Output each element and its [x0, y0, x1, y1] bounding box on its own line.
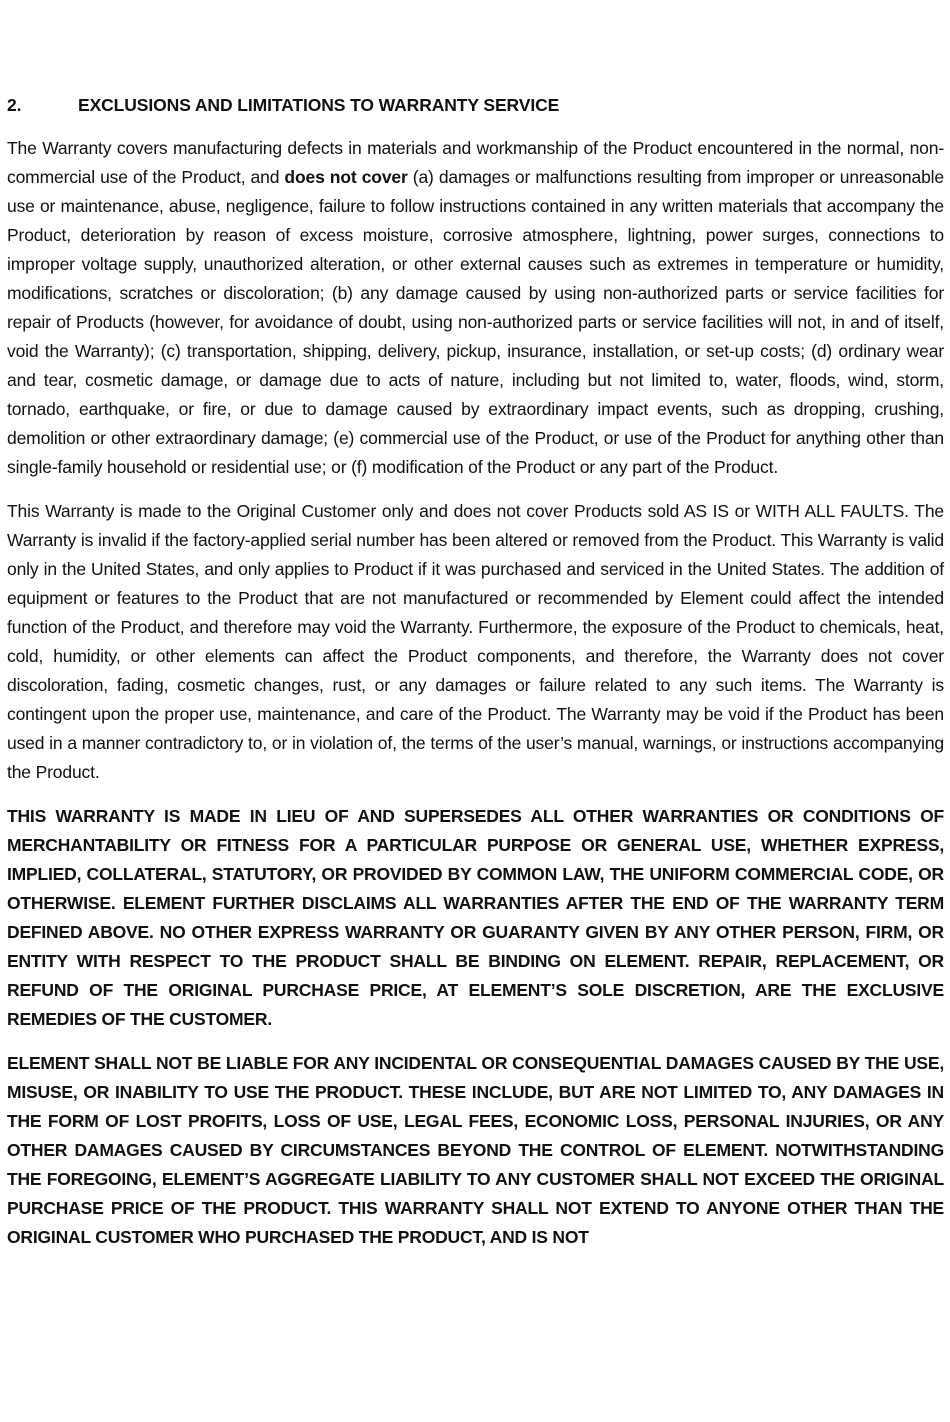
paragraph-liability-limitation: ELEMENT SHALL NOT BE LIABLE FOR ANY INCIDENTAL OR CONSEQUENTIAL DAMAGES CAUSED BY THE USE, MISUSE, OR INABILITY TO USE THE PRODUCT. THESE INCLUDE, BUT ARE NOT LIMITED TO, ANY DAMAGES IN THE FORM OF LOST PROFITS, LOSS OF USE, LEGAL FEES, ECONOMIC LOSS, PERSONAL INJURIES, OR ANY OTHER DAMAGES CAUSED BY CIRCUMSTANCES BEYOND THE CONTROL OF ELEMENT. NOTWITHSTANDING THE FOREGOING, ELEMENT’S AGGREGATE LIABILITY TO ANY CUSTOMER SHALL NOT EXCEED THE ORIGINAL PURCHASE PRICE OF THE PRODUCT. THIS WARRANTY SHALL NOT EXTEND TO ANYONE OTHER THAN THE ORIGINAL CUSTOMER WHO PURCHASED THE PRODUCT, AND IS NOT [7, 1053, 944, 1247]
section-number: 2. [7, 95, 22, 115]
paragraph-coverage-text-end: (a) damages or malfunctions resulting from improper or unreasonable use or maintenance, abuse, negligence, failure to follow instructions contained in any written materials that accompany the Product, deterioration by reason of excess moisture, corrosive atmosphere, lightning, power surges, connections to improper voltage supply, unauthorized alteration, or other external causes such as extremes in temperature or humidity, modifications, scratches or discoloration; (b) any damage caused by using non-authorized parts or service facilities for repair of Products (however, for avoidance of doubt, using non-authorized parts or service facilities will not, in and of itself, void the Warranty); (c) transportation, shipping, delivery, pickup, insurance, installation, or set-up costs; (d) ordinary wear and tear, cosmetic damage, or damage due to acts of nature, including but not limited to, water, floods, wind, storm, tornado, earthquake, or fire, or due to damage caused by extraordinary impact events, such as dropping, crushing, demolition or other extraordinary damage; (e) commercial use of the Product, or use of the Product for anything other than single-family household or residential use; or (f) modification of the Product or any part of the Product. [7, 167, 944, 477]
section-title: EXCLUSIONS AND LIMITATIONS TO WARRANTY SERVICE [78, 95, 560, 115]
paragraph-coverage-exclusions [7, 134, 944, 482]
section-heading [7, 92, 944, 118]
paragraph-original-customer: This Warranty is made to the Original Customer only and does not cover Products sold AS IS or WITH ALL FAULTS. The Warranty is invalid if the factory-applied serial number has been altered or removed from the Product. This Warranty is valid only in the United States, and only applies to Product if it was purchased and serviced in the United States. The addition of equipment or features to the Product that are not manufactured or recommended by Element could affect the intended function of the Product, and therefore may void the Warranty. Furthermore, the exposure of the Product to chemicals, heat, cold, humidity, or other elements can affect the Product components, and therefore, the Warranty does not cover discoloration, fading, cosmetic changes, rust, or any damages or failure related to any such items. The Warranty is contingent upon the proper use, maintenance, and care of the Product. The Warranty may be void if the Product has been used in a manner contradictory to, or in violation of, the terms of the user’s manual, warnings, or instructions accompanying the Product. [7, 501, 944, 782]
paragraph-warranty-disclaimer: THIS WARRANTY IS MADE IN LIEU OF AND SUPERSEDES ALL OTHER WARRANTIES OR CONDITIONS OF MERCHANTABILITY OR FITNESS FOR A PARTICULAR PURPOSE OR GENERAL USE, WHETHER EXPRESS, IMPLIED, COLLATERAL, STATUTORY, OR PROVIDED BY COMMON LAW, THE UNIFORM COMMERCIAL CODE, OR OTHERWISE. ELEMENT FURTHER DISCLAIMS ALL WARRANTIES AFTER THE END OF THE WARRANTY TERM DEFINED ABOVE. NO OTHER EXPRESS WARRANTY OR GUARANTY GIVEN BY ANY OTHER PERSON, FIRM, OR ENTITY WITH RESPECT TO THE PRODUCT SHALL BE BINDING ON ELEMENT. REPAIR, REPLACEMENT, OR REFUND OF THE ORIGINAL PURCHASE PRICE, AT ELEMENT’S SOLE DISCRETION, ARE THE EXCLUSIVE REMEDIES OF THE CUSTOMER. [7, 806, 944, 1029]
paragraph-coverage-text-start: The Warranty covers manufacturing defects in materials and workmanship of the Product encountered in the normal, non-commercial use of the Product, and [7, 138, 944, 187]
paragraph-coverage-bold-phrase: does not cover [284, 167, 408, 187]
document-page [7, 92, 944, 1267]
